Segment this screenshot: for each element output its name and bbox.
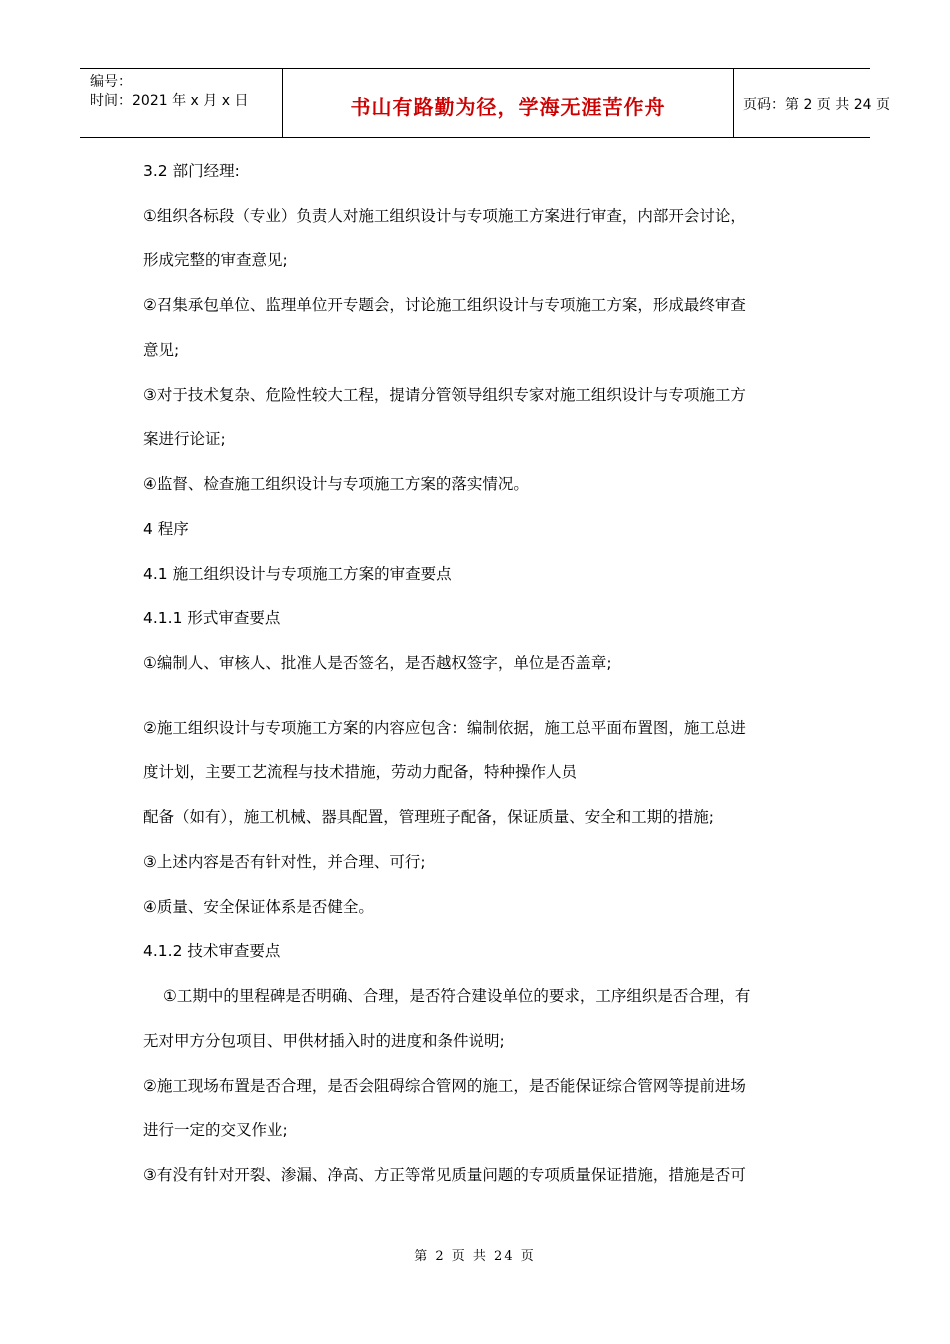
paragraph-line: ④质量、安全保证体系是否健全。 (143, 898, 374, 916)
header-motto: 书山有路勤为径，学海无涯苦作舟 (350, 95, 666, 119)
paragraph-line: 意见; (143, 341, 180, 359)
paragraph-line: 度计划，主要工艺流程与技术措施，劳动力配备，特种操作人员 (143, 763, 578, 781)
section-heading: 4.1.2 技术审查要点 (143, 942, 281, 960)
paragraph-line: ③有没有针对开裂、渗漏、净高、方正等常见质量问题的专项质量保证措施，措施是否可 (143, 1166, 746, 1184)
page-footer: 第 2 页 共 24 页 (414, 1249, 536, 1264)
paragraph-line: ③上述内容是否有针对性，并合理、可行; (143, 853, 426, 871)
paragraph-line: ④监督、检查施工组织设计与专项施工方案的落实情况。 (143, 475, 529, 493)
paragraph-line: 无对甲方分包项目、甲供材插入时的进度和条件说明; (143, 1032, 505, 1050)
paragraph-line: ②施工现场布置是否合理，是否会阻碍综合管网的施工，是否能保证综合管网等提前进场 (143, 1077, 746, 1095)
section-heading: 4.1 施工组织设计与专项施工方案的审查要点 (143, 565, 452, 583)
paragraph-line: 案进行论证; (143, 430, 226, 448)
paragraph-line: 进行一定的交叉作业; (143, 1121, 288, 1139)
paragraph-line: ②召集承包单位、监理单位开专题会，讨论施工组织设计与专项施工方案，形成最终审查 (143, 296, 746, 314)
section-heading: 4.1.1 形式审查要点 (143, 609, 281, 627)
paragraph-line: ②施工组织设计与专项施工方案的内容应包含：编制依据，施工总平面布置图，施工总进 (143, 719, 746, 737)
paragraph-line: ①组织各标段（专业）负责人对施工组织设计与专项施工方案进行审查，内部开会讨论， (143, 207, 746, 225)
header-motto-cell (282, 69, 734, 137)
paragraph-line: 配备（如有），施工机械、器具配置，管理班子配备，保证质量、安全和工期的措施; (143, 808, 714, 826)
paragraph-line: ③对于技术复杂、危险性较大工程，提请分管领导组织专家对施工组织设计与专项施工方 (143, 386, 746, 404)
section-heading: 3.2 部门经理: (143, 162, 240, 180)
document-date: 时间：2021 年 x 月 x 日 (90, 93, 249, 109)
paragraph-line: ①编制人、审核人、批准人是否签名，是否越权签字，单位是否盖章; (143, 654, 612, 672)
document-header (80, 68, 890, 138)
document-code-label: 编号： (90, 74, 132, 90)
section-heading: 4 程序 (143, 520, 189, 538)
paragraph-line: ①工期中的里程碑是否明确、合理，是否符合建设单位的要求，工序组织是否合理，有 (163, 987, 751, 1005)
paragraph-line: 形成完整的审查意见; (143, 251, 288, 269)
header-meta-cell (80, 69, 282, 137)
header-page-cell (733, 69, 890, 137)
header-page-info: 页码：第 2 页 共 24 页 (743, 97, 890, 113)
